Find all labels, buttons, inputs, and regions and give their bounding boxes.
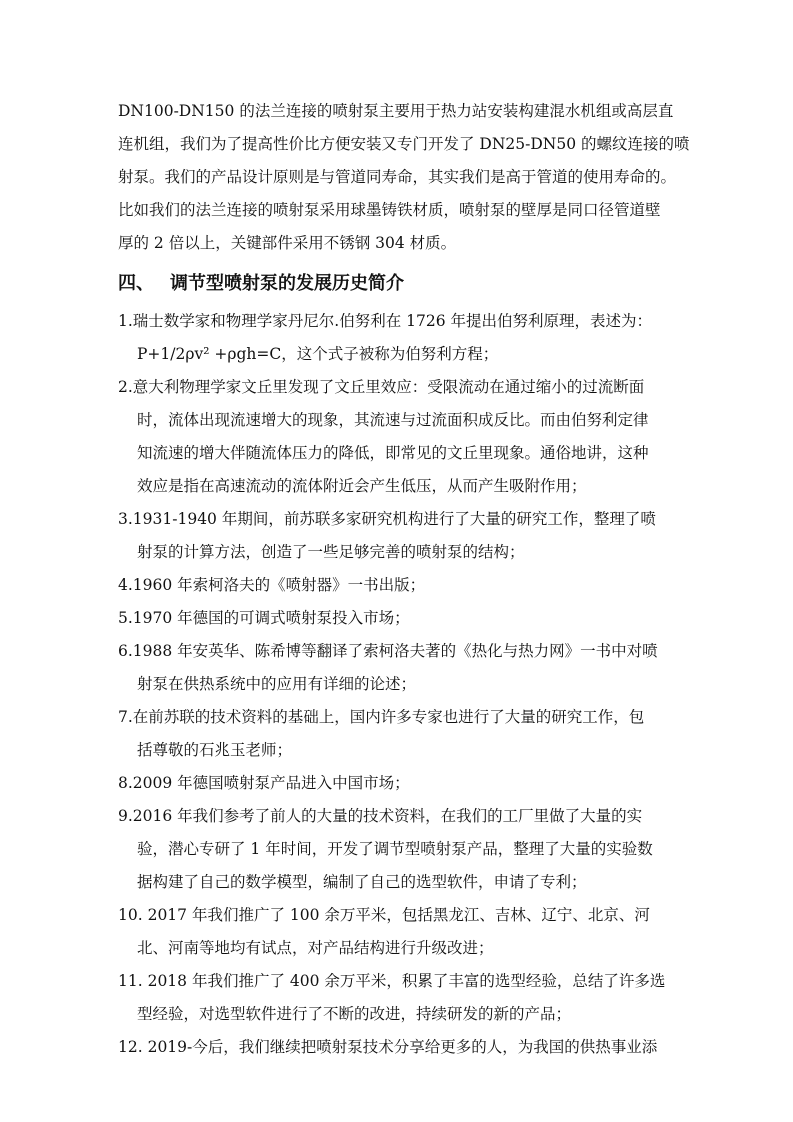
item-line: 括尊敬的石兆玉老师； <box>137 741 293 759</box>
list-item <box>118 305 678 371</box>
item-line: 9.2016 年我们参考了前人的大量的技术资料，在我们的工厂里做了大量的实 <box>118 807 643 825</box>
intro-line: 比如我们的法兰连接的喷射泵采用球墨铸铁材质，喷射泵的壁厚是同口径管道壁 <box>118 201 661 219</box>
list-item <box>118 899 678 965</box>
page-content <box>118 95 690 1064</box>
history-list <box>118 305 678 1064</box>
intro-line: 厚的 2 倍以上，关键部件采用不锈钢 304 材质。 <box>118 234 457 252</box>
list-item <box>118 800 678 899</box>
item-line: 11. 2018 年我们推广了 400 余万平米，积累了丰富的选型经验，总结了许多选 <box>118 972 666 990</box>
item-line: 12. 2019-今后，我们继续把喷射泵技术分享给更多的人，为我国的供热事业添 <box>118 1038 658 1056</box>
item-line: 1.瑞士数学家和物理学家丹尼尔.伯努利在 1726 年提出伯努利原理，表述为： <box>118 312 653 330</box>
item-line: 10. 2017 年我们推广了 100 余万平米，包括黑龙江、吉林、辽宁、北京、河 <box>118 906 650 924</box>
list-item <box>118 371 678 503</box>
item-line: 6.1988 年安英华、陈希博等翻译了索柯洛夫著的《热化与热力网》一书中对喷 <box>118 642 658 660</box>
section-title: 调节型喷射泵的发展历史简介 <box>170 273 404 294</box>
section-heading <box>118 267 678 301</box>
intro-line: 射泵。我们的产品设计原则是与管道同寿命，其实我们是高于管道的使用寿命的。 <box>118 168 677 186</box>
item-line: 7.在前苏联的技术资料的基础上，国内许多专家也进行了大量的研究工作，包 <box>118 708 645 726</box>
list-item <box>118 767 678 800</box>
item-line: 射泵在供热系统中的应用有详细的论述； <box>137 675 417 693</box>
intro-line: DN100-DN150 的法兰连接的喷射泵主要用于热力站安装构建混水机组或高层直 <box>118 102 674 120</box>
item-line: 时，流体出现流速增大的现象，其流速与过流面积成反比。而由伯努利定律 <box>137 411 649 429</box>
item-line: 3.1931-1940 年期间，前苏联多家研究机构进行了大量的研究工作，整理了喷 <box>118 510 656 528</box>
item-line: 据构建了自己的数学模型，编制了自己的选型软件，申请了专利； <box>137 873 587 891</box>
item-line: 4.1960 年索柯洛夫的《喷射器》一书出版； <box>118 576 426 594</box>
item-line: 8.2009 年德国喷射泵产品进入中国市场； <box>118 774 410 792</box>
item-line: 效应是指在高速流动的流体附近会产生低压，从而产生吸附作用； <box>137 477 587 495</box>
list-item <box>118 635 678 701</box>
item-line: 5.1970 年德国的可调式喷射泵投入市场； <box>118 609 410 627</box>
section-number: 四、 <box>118 273 154 294</box>
item-line: 验，潜心专研了 1 年时间，开发了调节型喷射泵产品，整理了大量的实验数 <box>137 840 653 858</box>
item-line: 型经验，对选型软件进行了不断的改进，持续研发的新的产品； <box>137 1005 572 1023</box>
list-item <box>118 503 678 569</box>
list-item <box>118 965 678 1031</box>
list-item <box>118 602 678 635</box>
intro-line: 连机组，我们为了提高性价比方便安装又专门开发了 DN25-DN50 的螺纹连接的喷 <box>118 135 690 153</box>
item-line: 知流速的增大伴随流体压力的降低，即常见的文丘里现象。通俗地讲，这种 <box>137 444 649 462</box>
intro-paragraph <box>118 95 690 260</box>
list-item <box>118 701 678 767</box>
item-line: 射泵的计算方法，创造了一些足够完善的喷射泵的结构； <box>137 543 525 561</box>
item-line: P+1/2ρv² +ρgh=C，这个式子被称为伯努利方程； <box>137 345 499 363</box>
item-line: 2.意大利物理学家文丘里发现了文丘里效应：受限流动在通过缩小的过流断面 <box>118 378 645 396</box>
list-item <box>118 1031 678 1064</box>
list-item <box>118 569 678 602</box>
item-line: 北、河南等地均有试点，对产品结构进行升级改进； <box>137 939 494 957</box>
